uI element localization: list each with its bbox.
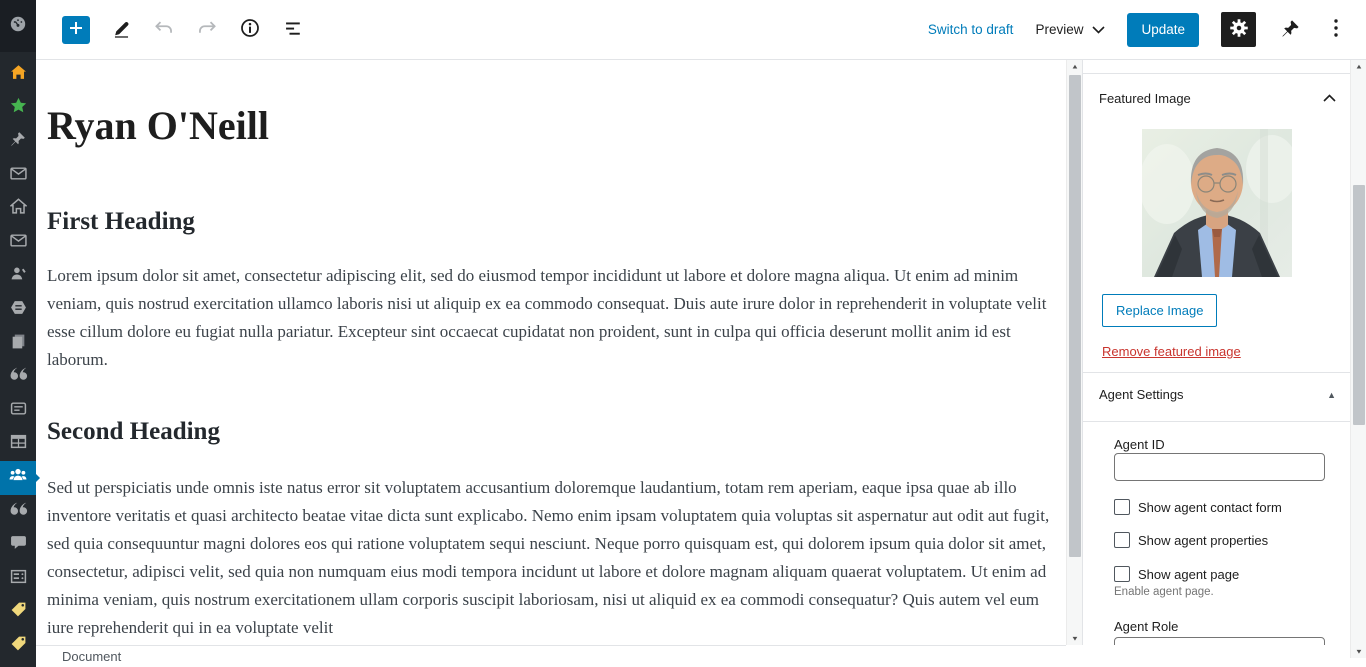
gear-icon [1229, 18, 1249, 41]
sidebar-item-id-cards[interactable] [0, 394, 36, 428]
panel-divider [1083, 73, 1350, 74]
quote-icon [8, 366, 29, 388]
agent-page-hint: Enable agent page. [1114, 586, 1214, 598]
sidebar-item-users[interactable] [0, 260, 36, 294]
editor-scrollbar-thumb[interactable] [1069, 75, 1081, 557]
redo-button[interactable] [195, 18, 219, 42]
kebab-menu-icon [1334, 19, 1338, 40]
pages-icon [10, 333, 27, 355]
preview-label: Preview [1035, 22, 1084, 37]
settings-sidebar [1082, 60, 1350, 645]
sidebar-item-messages[interactable] [0, 226, 36, 260]
featured-image-title: Featured Image [1099, 90, 1191, 106]
comment-icon [10, 534, 27, 556]
mail-second-icon [10, 232, 27, 254]
list-view-button[interactable] [281, 18, 305, 42]
sidebar-item-tables[interactable] [0, 428, 36, 462]
table-icon [10, 433, 27, 455]
sidebar-item-agents[interactable] [0, 461, 36, 495]
home-icon [10, 64, 27, 86]
panel-divider [1083, 421, 1350, 422]
featured-image-section-header[interactable] [1099, 89, 1336, 107]
pushpin-icon [10, 131, 26, 152]
scroll-up-arrow-icon[interactable]: ▲ [1071, 62, 1079, 71]
sidebar-item-settings-hex[interactable] [0, 293, 36, 327]
sidebar-item-comments[interactable] [0, 528, 36, 562]
checkbox-label: Show agent page [1138, 566, 1240, 582]
tools-button[interactable] [109, 18, 133, 42]
toolbar-left-group [36, 16, 305, 44]
id-card-icon [10, 400, 27, 422]
post-content [36, 102, 1066, 642]
checkbox-icon[interactable] [1114, 566, 1130, 582]
show-agent-contact-form-row[interactable] [1114, 499, 1282, 515]
sidebar-item-favorites[interactable] [0, 92, 36, 126]
agent-settings-section-header[interactable] [1099, 387, 1336, 402]
scroll-down-arrow-icon[interactable]: ▼ [1071, 634, 1079, 643]
checkbox-icon[interactable] [1114, 499, 1130, 515]
undo-button[interactable] [152, 18, 176, 42]
quote-second-icon [8, 501, 29, 523]
agent-id-label: Agent ID [1114, 437, 1165, 452]
featured-image-thumbnail[interactable] [1142, 129, 1292, 277]
dashboard-icon [9, 15, 27, 38]
settings-toggle-button[interactable] [1221, 12, 1256, 47]
sidebar-menu [0, 58, 36, 663]
sidebar-item-testimonials[interactable] [0, 360, 36, 394]
replace-image-button[interactable]: Replace Image [1102, 294, 1217, 327]
details-button[interactable] [238, 18, 262, 42]
home-gray-icon [10, 198, 27, 220]
more-options-button[interactable] [1324, 18, 1348, 42]
editor-scrollbar[interactable] [1066, 60, 1082, 645]
undo-icon [154, 20, 174, 39]
sidebar-item-pages[interactable] [0, 327, 36, 361]
agent-role-input[interactable] [1114, 637, 1325, 645]
checkbox-icon[interactable] [1114, 532, 1130, 548]
scroll-up-arrow-icon[interactable]: ▲ [1355, 62, 1363, 71]
tag-second-icon [10, 635, 27, 657]
sidebar-item-tags-second[interactable] [0, 629, 36, 663]
chevron-down-icon [1092, 22, 1105, 37]
team-icon [9, 466, 27, 489]
collapse-triangle-icon: ▲ [1327, 389, 1336, 400]
heading-block-2[interactable]: Second Heading [47, 418, 220, 445]
list-rows-icon [10, 568, 27, 590]
switch-to-draft-button[interactable]: Switch to draft [927, 22, 1014, 37]
checkbox-label: Show agent properties [1138, 532, 1269, 548]
user-edit-icon [10, 265, 27, 287]
mail-icon [10, 165, 27, 187]
editor-toolbar [36, 0, 1366, 60]
block-inserter-button[interactable] [62, 16, 90, 44]
sidebar-item-properties[interactable] [0, 192, 36, 226]
star-icon [10, 97, 27, 119]
panel-divider [1083, 372, 1350, 373]
settings-scrollbar[interactable] [1350, 60, 1366, 658]
info-icon [240, 18, 260, 41]
list-view-icon [284, 20, 303, 39]
breadcrumb[interactable]: Document [62, 649, 122, 664]
toolbar-right-group [928, 12, 1366, 47]
heading-block-1[interactable]: First Heading [47, 208, 195, 235]
sidebar-item-home[interactable] [0, 58, 36, 92]
paragraph-block-1[interactable]: Lorem ipsum dolor sit amet, consectetur adipiscing elit, sed do eiusmod tempor incididunt ut labore et dolore magna aliqua. Ut enim ad minim veniam, quis nostrud exercitation ullamco laboris nisi ut aliquip ex ea commodo consequat. Duis aute irure dolor in reprehenderit in voluptate velit esse cillum dolore eu fugiat nulla pariatur. Excepteur sint occaecat cupidatat non proident, sunt in culpa qui officia deserunt mollit anim id est laborum. [47, 266, 1047, 369]
hexagon-list-icon [10, 299, 27, 321]
editor-footer [36, 645, 1066, 667]
paragraph-block-2[interactable]: Sed ut perspiciatis unde omnis iste natus error sit voluptatem accusantium doloremque laudantium, totam rem aperiam, eaque ipsa quae ab illo inventore veritatis et quasi architecto beatae vitae dicta sunt explicabo. Nemo enim ipsam voluptatem quia voluptas sit aspernatur aut odit aut fugit, sed quia consequuntur magni dolores eos qui ratione voluptatem sequi nesciunt. Neque porro quisquam est, qui dolorem ipsum quia dolor sit amet, consectetur, adipisci velit, sed quia non numquam eius modi tempora incidunt ut labore et dolore magnam aliquam quaerat voluptatem. Ut enim ad minima veniam, quis nostrum exercitationem ullam corporis suscipit laboriosam, nisi ut aliquid ex ea commodi consequatur? Quis autem vel eum iure reprehenderit qui in ea voluptate velit [47, 478, 1050, 637]
agent-settings-title: Agent Settings [1099, 387, 1184, 402]
pin-icon [1281, 19, 1300, 41]
sidebar-item-tags[interactable] [0, 596, 36, 630]
editor-canvas [36, 60, 1066, 645]
sidebar-item-quotes[interactable] [0, 495, 36, 529]
tag-icon [10, 601, 27, 623]
agent-role-label: Agent Role [1114, 619, 1179, 634]
show-agent-properties-row[interactable] [1114, 532, 1268, 548]
pin-plugin-button[interactable] [1278, 18, 1302, 42]
post-title[interactable]: Ryan O'Neill [47, 103, 269, 148]
preview-button[interactable] [1035, 22, 1105, 37]
redo-icon [197, 20, 217, 39]
show-agent-page-row[interactable] [1114, 566, 1239, 582]
sidebar-item-dashboard[interactable] [0, 0, 36, 52]
remove-featured-image-link[interactable]: Remove featured image [1102, 344, 1241, 359]
scroll-down-arrow-icon[interactable]: ▼ [1355, 647, 1363, 656]
agent-id-input[interactable] [1114, 453, 1325, 481]
sidebar-item-pins[interactable] [0, 125, 36, 159]
pencil-icon [112, 19, 131, 41]
update-button[interactable]: Update [1127, 13, 1199, 47]
admin-sidebar [0, 0, 36, 667]
chevron-up-icon [1323, 89, 1336, 107]
plus-icon [68, 20, 84, 39]
settings-scrollbar-thumb[interactable] [1353, 185, 1365, 425]
sidebar-item-listings[interactable] [0, 562, 36, 596]
checkbox-label: Show agent contact form [1138, 499, 1282, 515]
sidebar-item-mail[interactable] [0, 159, 36, 193]
